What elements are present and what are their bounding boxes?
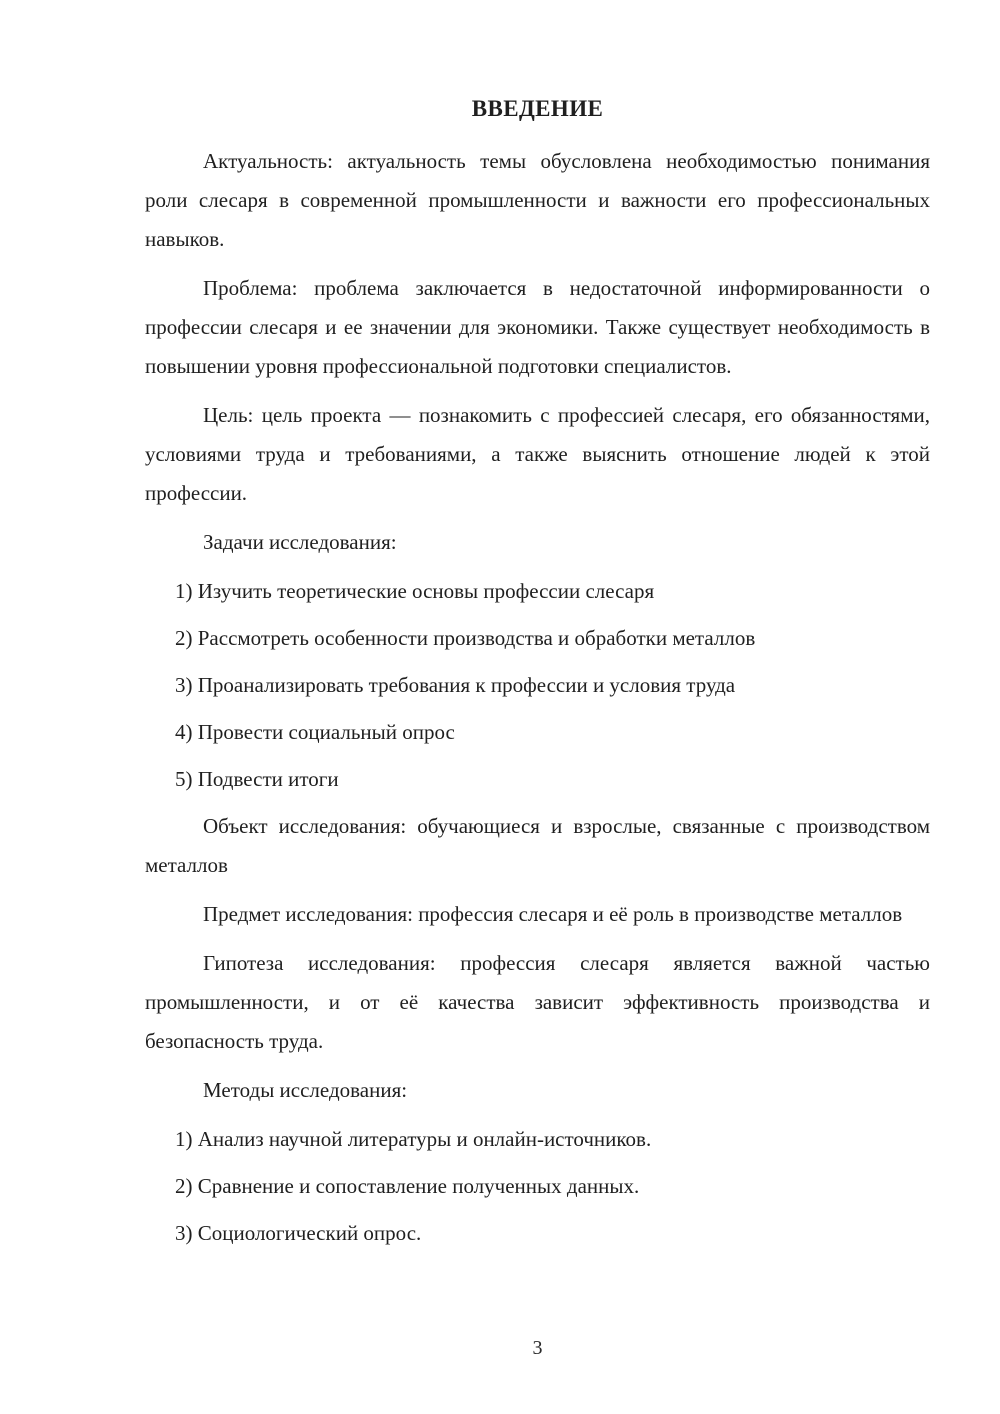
tasks-list xyxy=(145,572,930,799)
task-item-1: 1) Изучить теоретические основы профессии слесаря xyxy=(175,579,655,603)
methods-heading: Методы исследования: xyxy=(203,1078,408,1102)
tasks-heading: Задачи исследования: xyxy=(203,530,397,554)
methods-list xyxy=(145,1120,930,1253)
task-item-3: 3) Проанализировать требования к профессии и условия труда xyxy=(175,673,736,697)
paragraph-subject: Предмет исследования: профессия слесаря и её роль в производстве металлов xyxy=(203,902,903,926)
page-title: ВВЕДЕНИЕ xyxy=(471,96,604,121)
task-item-4: 4) Провести социальный опрос xyxy=(175,720,455,744)
task-item-2: 2) Рассмотреть особенности производства и обработки металлов xyxy=(175,626,756,650)
paragraph-goal: Цель: цель проекта — познакомить с профессией слесаря, его обязанностями, условиями труда и требованиями, а также выяснить отношение людей к этой профессии. xyxy=(145,403,930,505)
method-item-2: 2) Сравнение и сопоставление полученных данных. xyxy=(175,1174,640,1198)
method-item-1: 1) Анализ научной литературы и онлайн-источников. xyxy=(175,1127,652,1151)
method-item-3: 3) Социологический опрос. xyxy=(175,1221,422,1245)
paragraph-object: Объект исследования: обучающиеся и взрослые, связанные с производством металлов xyxy=(145,814,930,877)
task-item-5: 5) Подвести итоги xyxy=(175,767,339,791)
paragraph-problem: Проблема: проблема заключается в недостаточной информированности о профессии слесаря и ее значении для экономики. Также существует необходимость в повышении уровня профессиональной подготовки специалистов. xyxy=(145,276,930,378)
paragraph-hypothesis: Гипотеза исследования: профессия слесаря является важной частью промышленности, и от её качества зависит эффективность производства и безопасность труда. xyxy=(145,951,930,1053)
paragraph-relevance: Актуальность: актуальность темы обусловлена необходимостью понимания роли слесаря в современной промышленности и важности его профессиональных навыков. xyxy=(145,149,930,251)
page-number: 3 xyxy=(532,1337,543,1359)
